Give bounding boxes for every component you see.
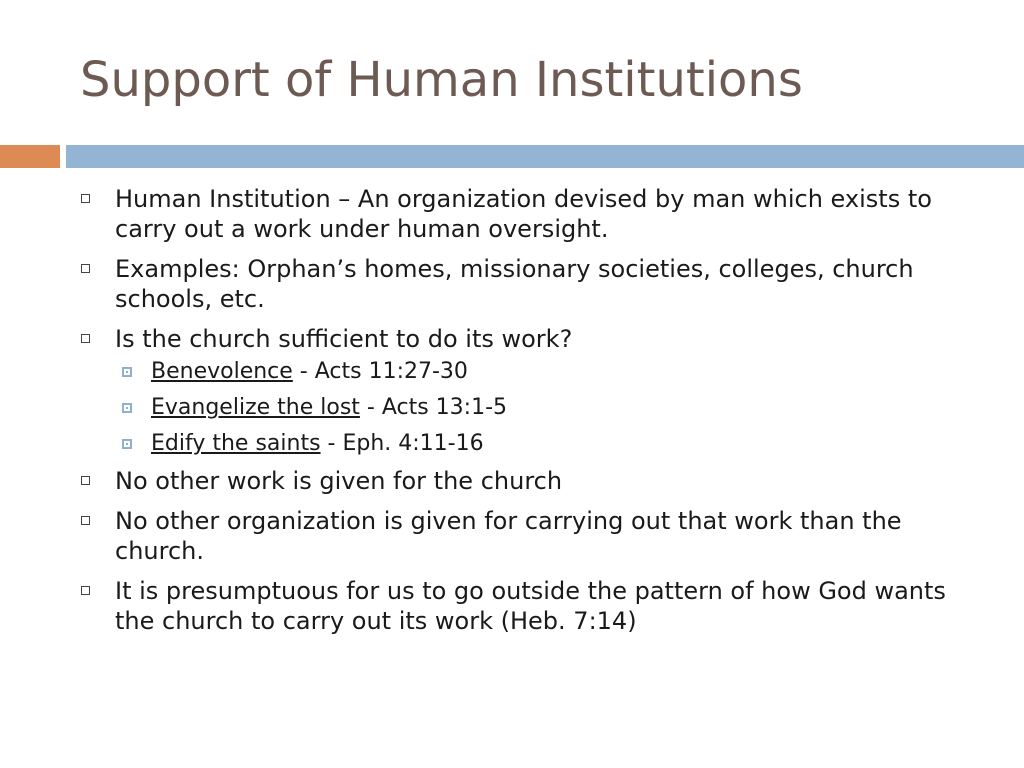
bullet-text: No other organization is given for carrying out that work than the church. bbox=[115, 507, 902, 565]
bullet-text: Human Institution – An organization devised by man which exists to carry out a work under human oversight. bbox=[115, 185, 932, 243]
slide-title: Support of Human Institutions bbox=[80, 52, 803, 108]
bullet-text: It is presumptuous for us to go outside the pattern of how God wants the church to carry out its work (Heb. 7:14) bbox=[115, 577, 946, 635]
sub-bullet-item bbox=[78, 430, 988, 458]
sub-bullet-item bbox=[78, 358, 988, 386]
sub-bullet-reference: - Acts 11:27-30 bbox=[292, 359, 468, 384]
sub-bullet-list bbox=[78, 358, 988, 458]
bullet-text: Is the church sufficient to do its work? bbox=[115, 325, 573, 353]
bullet-text: Examples: Orphan’s homes, missionary societies, colleges, church schools, etc. bbox=[115, 255, 914, 313]
bullet-item bbox=[78, 576, 988, 636]
square-bullet-icon bbox=[81, 194, 90, 203]
square-sub-bullet-icon bbox=[122, 367, 132, 377]
square-bullet-icon bbox=[81, 334, 90, 343]
accent-bar-orange bbox=[0, 145, 60, 168]
bullet-item bbox=[78, 324, 988, 354]
evangelize-link[interactable]: Evangelize the lost bbox=[151, 395, 360, 420]
benevolence-link[interactable]: Benevolence bbox=[151, 359, 293, 384]
square-bullet-icon bbox=[81, 586, 90, 595]
slide-body bbox=[78, 184, 988, 646]
sub-bullet-item bbox=[78, 394, 988, 422]
edify-link[interactable]: Edify the saints bbox=[151, 431, 321, 456]
square-bullet-icon bbox=[81, 264, 90, 273]
square-sub-bullet-icon bbox=[122, 439, 132, 449]
accent-bar-blue bbox=[66, 145, 1024, 168]
bullet-text: No other work is given for the church bbox=[115, 467, 563, 495]
bullet-item bbox=[78, 466, 988, 496]
bullet-item bbox=[78, 184, 988, 244]
sub-bullet-reference: - Acts 13:1-5 bbox=[359, 395, 508, 420]
bullet-item bbox=[78, 506, 988, 566]
square-bullet-icon bbox=[81, 476, 90, 485]
square-sub-bullet-icon bbox=[122, 403, 132, 413]
square-bullet-icon bbox=[81, 516, 90, 525]
sub-bullet-reference: - Eph. 4:11-16 bbox=[320, 431, 484, 456]
bullet-item bbox=[78, 254, 988, 314]
